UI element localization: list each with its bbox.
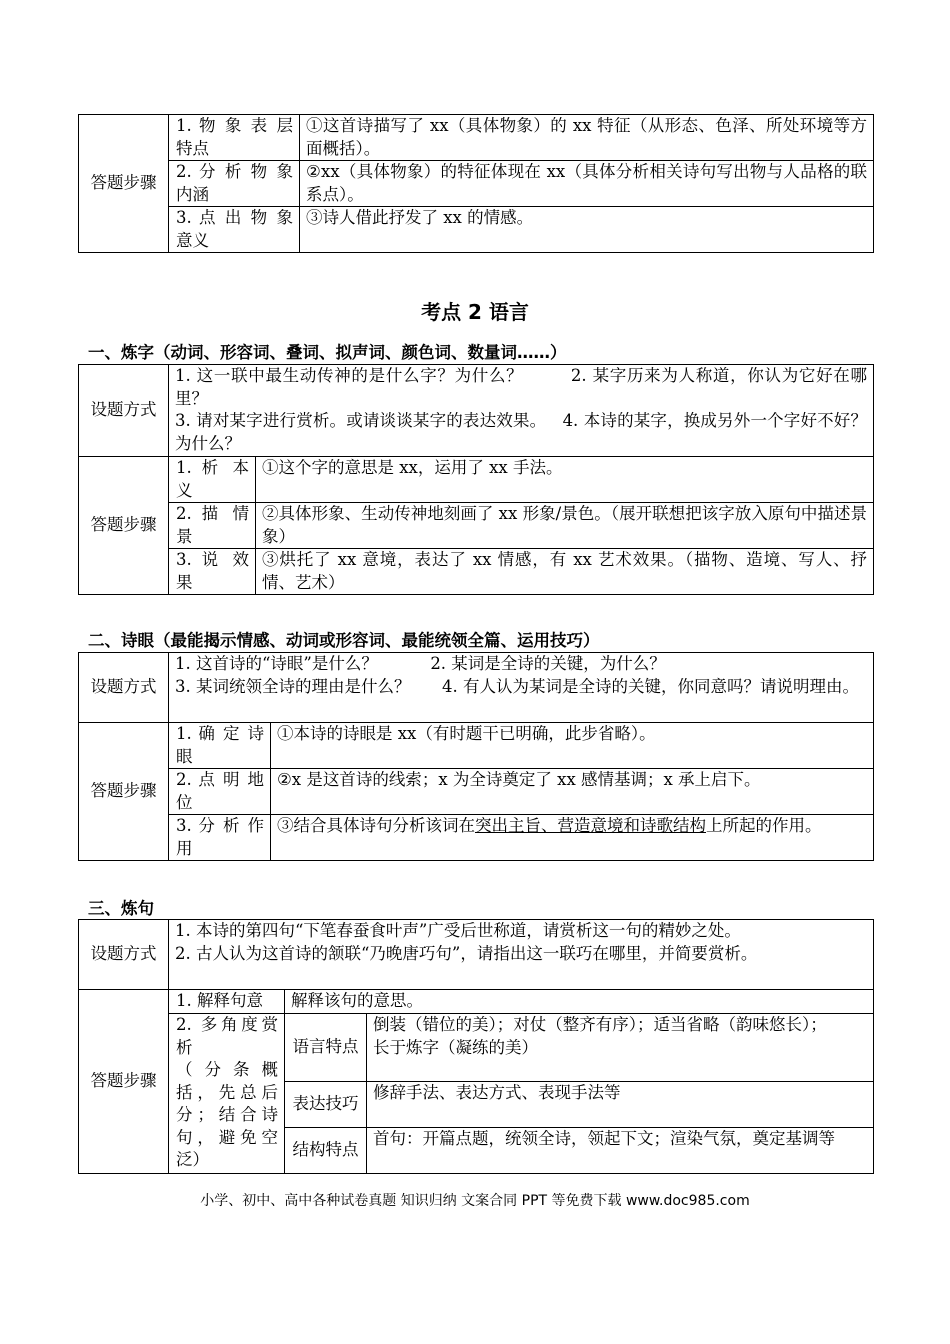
q1: 1. 这一联中最生动传神的是什么字？为什么？ <box>175 366 524 385</box>
step-1-text: 解释该句的意思。 <box>285 990 874 1014</box>
step-2: 2. 点 明 地 位 <box>169 769 271 815</box>
step-1: 1. 析 本 义 <box>169 457 256 503</box>
answer-steps-label: 答题步骤 <box>79 990 169 1174</box>
question-types-label: 设题方式 <box>79 365 169 457</box>
question-types-text <box>169 653 874 723</box>
sub-text-language <box>367 1014 874 1082</box>
q2: 2. 某字历来为人称道，你认为它好在哪里？ <box>175 366 867 408</box>
step-3: 3. 分 析 作 用 <box>169 815 271 861</box>
sub-text-language-line2: 长于炼字（凝练的美） <box>373 1037 538 1057</box>
answer-steps-label: 答题步骤 <box>79 723 169 861</box>
question-types-text <box>169 365 874 457</box>
step-2-title: 2. 多角度赏析 <box>176 1015 278 1057</box>
sub-text-technique: 修辞手法、表达方式、表现手法等 <box>367 1082 874 1128</box>
sub-label-structure: 结构特点 <box>285 1128 367 1174</box>
q3: 3. 请对某字进行赏析。或请谈谈某字的表达效果。 <box>175 411 547 430</box>
step-3-text-pre: ③结合具体诗句分析该词在 <box>277 816 475 835</box>
step-2-text: ②具体形象、生动传神地刻画了 xx 形象/景色。（展开联想把该字放入原句中描述景象） <box>256 503 874 549</box>
question-types-label: 设题方式 <box>79 920 169 990</box>
q1: 1. 本诗的第四句“下笔春蚕食叶声”广受后世称道，请赏析这一句的精妙之处。 <box>175 921 741 940</box>
step-3-text: ③烘托了 xx 意境，表达了 xx 情感，有 xx 艺术效果。（描物、造境、写人、抒情、艺术） <box>256 549 874 595</box>
table-word-refining <box>78 364 874 595</box>
answer-steps-label: 答题步骤 <box>79 115 169 253</box>
q1: 1. 这首诗的“诗眼”是什么？ <box>175 654 378 673</box>
q4: 4. 有人认为某词是全诗的关键，你同意吗？请说明理由。 <box>441 676 859 696</box>
step-1: 1. 物 象 表 层 特点 <box>169 115 300 161</box>
step-1: 1. 解释句意 <box>169 990 285 1014</box>
q2: 2. 某词是全诗的关键，为什么？ <box>430 654 666 673</box>
table-sentence-refining <box>78 919 874 1174</box>
question-types-label: 设题方式 <box>79 653 169 723</box>
step-2-text: ②x 是这首诗的线索；x 为全诗奠定了 xx 感情基调；x 承上启下。 <box>271 769 874 815</box>
step-3-text-underlined: 突出主旨、营造意境和诗歌结构 <box>475 816 706 835</box>
step-2 <box>169 1014 285 1174</box>
step-3: 3. 点 出 物 象 意义 <box>169 207 300 253</box>
answer-steps-label: 答题步骤 <box>79 457 169 595</box>
page-footer: 小学、初中、高中各种试卷真题 知识归纳 文案合同 PPT 等免费下载 www.doc985.com <box>200 1193 750 1209</box>
step-1-text: ①这首诗描写了 xx（具体物象）的 xx 特征（从形态、色泽、所处环境等方面概括）。 <box>300 115 874 161</box>
q3: 3. 某词统领全诗的理由是什么？ <box>175 676 411 696</box>
sub-label-language: 语言特点 <box>285 1014 367 1082</box>
step-3: 3. 说 效 果 <box>169 549 256 595</box>
section-heading-3: 三、炼句 <box>88 899 154 918</box>
page-title: 考点 2 语言 <box>421 300 529 324</box>
sub-text-structure: 首句：开篇点题，统领全诗，领起下文；渲染气氛，奠定基调等 <box>367 1128 874 1174</box>
step-1-text: ①本诗的诗眼是 xx（有时题干已明确，此步省略）。 <box>271 723 874 769</box>
step-2: 2. 描 情 景 <box>169 503 256 549</box>
step-2-note: （ 分 条 概 括，先总后分；结合诗句，避免空泛） <box>176 1060 278 1169</box>
section-heading-1: 一、炼字（动词、形容词、叠词、拟声词、颜色词、数量词……） <box>88 343 567 362</box>
q2: 2. 古人认为这首诗的颔联“乃晚唐巧句”，请指出这一联巧在哪里，并简要赏析。 <box>175 943 758 963</box>
step-3-text-post: 上所起的作用。 <box>706 816 822 835</box>
answer-steps-table-imagery <box>78 114 874 253</box>
step-2: 2. 分 析 物 象 内涵 <box>169 161 300 207</box>
step-3-text <box>271 815 874 861</box>
step-1-text: ①这个字的意思是 xx，运用了 xx 手法。 <box>256 457 874 503</box>
step-3-text: ③诗人借此抒发了 xx 的情感。 <box>300 207 874 253</box>
sub-label-technique: 表达技巧 <box>285 1082 367 1128</box>
sub-text-language-line1: 倒装（错位的美）；对仗（整齐有序）；适当省略（韵味悠长）； <box>373 1015 827 1034</box>
q4: 4. 本诗的某字，换成另外一个字好不好？为什么？ <box>175 411 867 453</box>
step-2-text: ②xx（具体物象）的特征体现在 xx（具体分析相关诗句写出物与人品格的联系点）。 <box>300 161 874 207</box>
step-1: 1. 确 定 诗 眼 <box>169 723 271 769</box>
section-heading-2: 二、诗眼（最能揭示情感、动词或形容词、最能统领全篇、运用技巧） <box>88 631 600 650</box>
question-types-text <box>169 920 874 990</box>
table-poem-eye <box>78 652 874 861</box>
